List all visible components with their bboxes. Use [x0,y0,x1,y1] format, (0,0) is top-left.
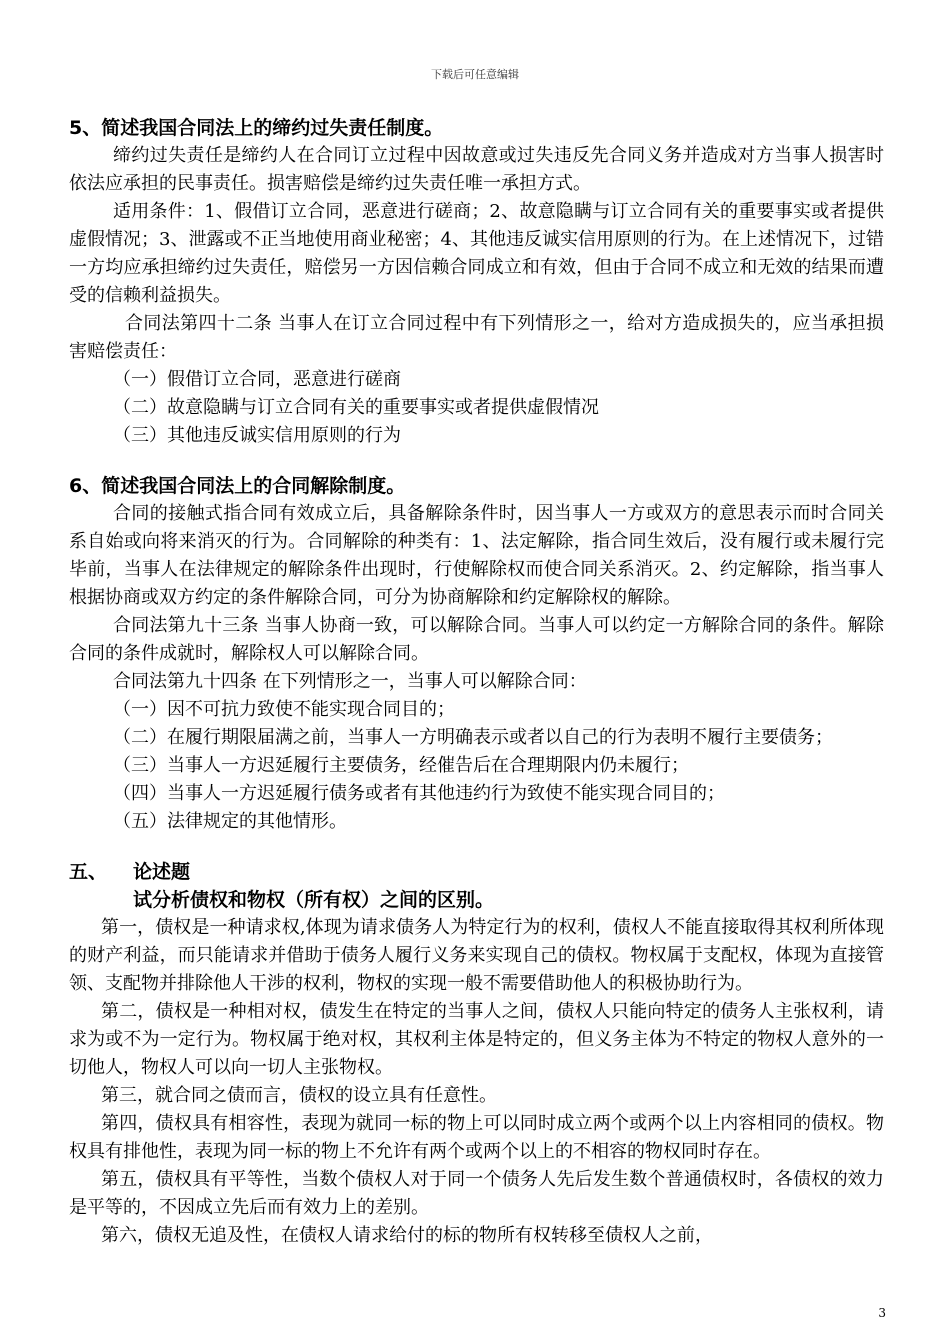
paragraph: 第四，债权具有相容性，表现为就同一标的物上可以同时成立两个或两个以上内容相同的债权。物权具有排他性，表现为同一标的物上不允许有两个或两个以上的不相容的物权同时存在。 [69,1113,884,1162]
paragraph: 第一，债权是一种请求权,体现为请求债务人为特定行为的权利，债权人不能直接取得其权利所体现的财产利益，而只能请求并借助于债务人履行义务来实现自己的债权。物权属于支配权，体现为直接管领、支配物并排除他人干涉的权利，物权的实现一般不需要借助他人的积极协助行为。 [69,917,884,994]
paragraph: 第二，债权是一种相对权，债发生在特定的当事人之间，债权人只能向特定的债务人主张权利，请求为或不为一定行为。物权属于绝对权，其权利主体是特定的，但义务主体为不特定的物权人意外的一切他人，物权人可以向一切人主张物权。 [69,1001,884,1078]
paragraph: 第三，就合同之债而言，债权的设立具有任意性。 [101,1085,497,1106]
list-item: （二）故意隐瞒与订立合同有关的重要事实或者提供虚假情况 [113,397,599,418]
list-item: （三）当事人一方迟延履行主要债务，经催告后在合理期限内仍未履行； [113,755,689,776]
list-item: （四）当事人一方迟延履行债务或者有其他违约行为致使不能实现合同目的； [113,783,725,804]
section-6-title: 6、简述我国合同法上的合同解除制度。 [69,475,406,497]
document-body [69,114,884,1250]
essay-question: 试分析债权和物权（所有权）之间的区别。 [133,889,495,911]
part-number: 五、 [69,861,108,883]
list-item: （一）因不可抗力致使不能实现合同目的； [113,699,455,720]
section-5-title: 5、简述我国合同法上的缔约过失责任制度。 [69,117,444,139]
part-5-heading [69,858,884,886]
list-item: （三）其他违反诚实信用原则的行为 [113,425,401,446]
paragraph: 适用条件：1、假借订立合同，恶意进行磋商；2、故意隐瞒与订立合同有关的重要事实或者提供虚假情况；3、泄露或不正当地使用商业秘密；4、其他违反诚实信用原则的行为。在上述情况下，过错一方均应承担缔约过失责任，赔偿另一方因信赖合同成立和有效，但由于合同不成立和无效的结果而遭受的信赖利益损失。 [69,201,884,306]
list-item: （五）法律规定的其他情形。 [113,811,347,832]
list-item: （二）在履行期限届满之前，当事人一方明确表示或者以自己的行为表明不履行主要债务； [113,727,833,748]
page-header: 下载后可任意编辑 [431,68,519,81]
page-number: 3 [878,1306,886,1320]
part-title: 论述题 [133,861,191,883]
list-item: （一）假借订立合同，恶意进行磋商 [113,369,401,390]
paragraph: 第六，债权无追及性，在债权人请求给付的标的物所有权转移至债权人之前， [101,1225,713,1246]
paragraph: 合同的接触式指合同有效成立后，具备解除条件时，因当事人一方或双方的意思表示而时合同关系自始或向将来消灭的行为。合同解除的种类有：1、法定解除，指合同生效后，没有履行或未履行完毕前，当事人在法律规定的解除条件出现时，行使解除权而使合同关系消灭。2、约定解除，指当事人根据协商或双方约定的条件解除合同，可分为协商解除和约定解除权的解除。 [69,503,884,608]
paragraph: 合同法第四十二条 当事人在订立合同过程中有下列情形之一，给对方造成损失的，应当承担损害赔偿责任： [69,313,884,362]
paragraph: 合同法第九十四条 在下列情形之一，当事人可以解除合同： [113,671,587,692]
paragraph: 合同法第九十三条 当事人协商一致，可以解除合同。当事人可以约定一方解除合同的条件。解除合同的条件成就时，解除权人可以解除合同。 [69,615,884,664]
paragraph: 缔约过失责任是缔约人在合同订立过程中因故意或过失违反先合同义务并造成对方当事人损害时依法应承担的民事责任。损害赔偿是缔约过失责任唯一承担方式。 [69,145,884,194]
paragraph: 第五，债权具有平等性，当数个债权人对于同一个债务人先后发生数个普通债权时，各债权的效力是平等的，不因成立先后而有效力上的差别。 [69,1169,884,1218]
